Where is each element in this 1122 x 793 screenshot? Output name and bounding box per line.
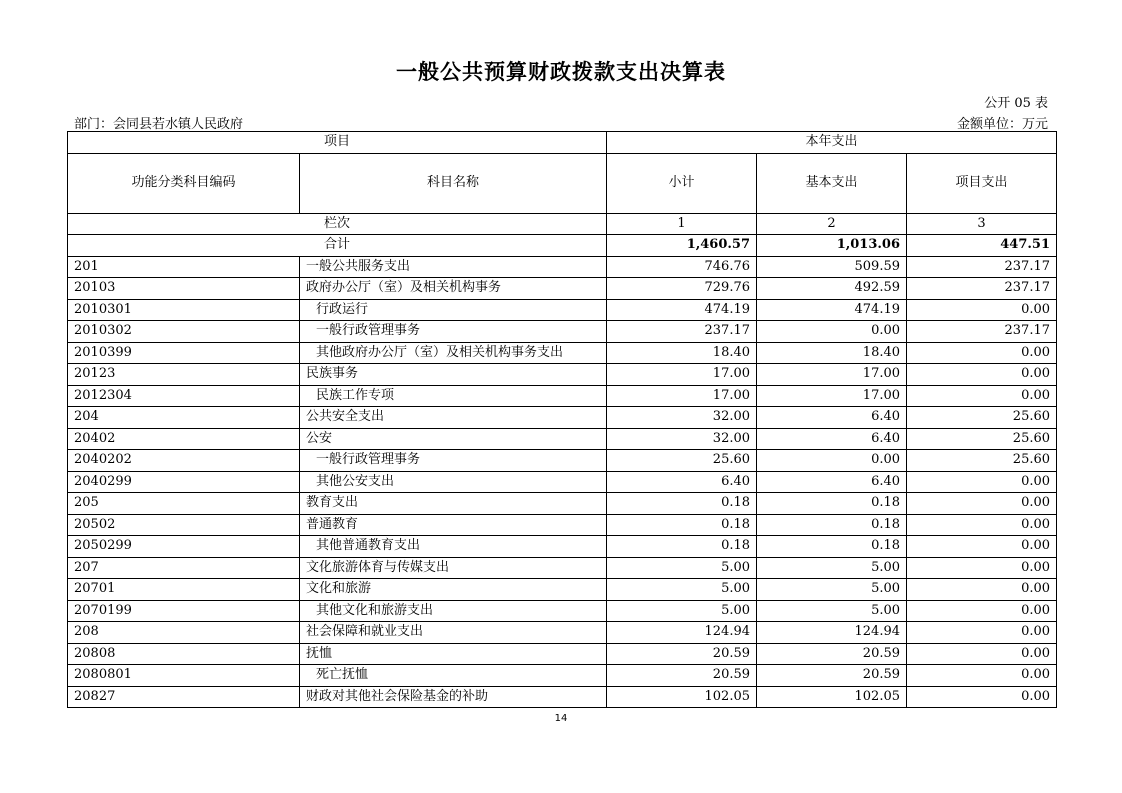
row-name: 财政对其他社会保险基金的补助 — [300, 686, 607, 708]
row-basic: 18.40 — [757, 342, 907, 364]
row-name: 其他政府办公厅（室）及相关机构事务支出 — [300, 342, 607, 364]
row-code: 20123 — [68, 364, 300, 386]
table-row — [68, 557, 1057, 579]
row-basic: 0.18 — [757, 536, 907, 558]
row-name: 教育支出 — [300, 493, 607, 515]
table-row — [68, 536, 1057, 558]
form-number: 公开 05 表 — [984, 96, 1048, 111]
row-name: 社会保障和就业支出 — [300, 622, 607, 644]
row-subtotal: 32.00 — [607, 428, 757, 450]
table-row — [68, 321, 1057, 343]
row-code: 20502 — [68, 514, 300, 536]
row-code: 20701 — [68, 579, 300, 601]
row-project: 0.00 — [907, 514, 1057, 536]
row-code: 2040202 — [68, 450, 300, 472]
row-subtotal: 5.00 — [607, 600, 757, 622]
column-number-label: 栏次 — [68, 213, 607, 235]
row-subtotal: 18.40 — [607, 342, 757, 364]
table-row — [68, 471, 1057, 493]
total-basic: 1,013.06 — [757, 235, 907, 257]
row-name: 死亡抚恤 — [300, 665, 607, 687]
row-code: 2040299 — [68, 471, 300, 493]
row-project: 0.00 — [907, 299, 1057, 321]
table-row — [68, 364, 1057, 386]
row-code: 2050299 — [68, 536, 300, 558]
total-label: 合计 — [68, 235, 607, 257]
row-subtotal: 25.60 — [607, 450, 757, 472]
row-project: 0.00 — [907, 622, 1057, 644]
department-label: 部门：会同县若水镇人民政府 — [74, 117, 244, 132]
row-project: 237.17 — [907, 321, 1057, 343]
row-subtotal: 729.76 — [607, 278, 757, 300]
row-name: 民族工作专项 — [300, 385, 607, 407]
row-project: 0.00 — [907, 579, 1057, 601]
row-subtotal: 5.00 — [607, 557, 757, 579]
row-project: 237.17 — [907, 278, 1057, 300]
row-project: 0.00 — [907, 686, 1057, 708]
row-project: 0.00 — [907, 385, 1057, 407]
row-basic: 5.00 — [757, 600, 907, 622]
table-row — [68, 686, 1057, 708]
row-basic: 0.00 — [757, 321, 907, 343]
table-row — [68, 622, 1057, 644]
row-project: 237.17 — [907, 256, 1057, 278]
table-row — [68, 342, 1057, 364]
column-number-2: 2 — [757, 213, 907, 235]
row-subtotal: 32.00 — [607, 407, 757, 429]
row-code: 2012304 — [68, 385, 300, 407]
table-row — [68, 493, 1057, 515]
row-subtotal: 0.18 — [607, 493, 757, 515]
row-name: 其他文化和旅游支出 — [300, 600, 607, 622]
row-subtotal: 20.59 — [607, 665, 757, 687]
row-code: 20103 — [68, 278, 300, 300]
row-basic: 6.40 — [757, 407, 907, 429]
row-project: 0.00 — [907, 600, 1057, 622]
row-code: 2010399 — [68, 342, 300, 364]
row-subtotal: 746.76 — [607, 256, 757, 278]
row-name: 公安 — [300, 428, 607, 450]
row-subtotal: 5.00 — [607, 579, 757, 601]
row-basic: 5.00 — [757, 557, 907, 579]
row-code: 20827 — [68, 686, 300, 708]
row-basic: 0.00 — [757, 450, 907, 472]
table-row — [68, 256, 1057, 278]
header-subtotal: 小计 — [607, 153, 757, 213]
row-project: 25.60 — [907, 450, 1057, 472]
total-subtotal: 1,460.57 — [607, 235, 757, 257]
table-row — [68, 450, 1057, 472]
row-project: 0.00 — [907, 493, 1057, 515]
header-name: 科目名称 — [300, 153, 607, 213]
row-project: 0.00 — [907, 536, 1057, 558]
table-row — [68, 299, 1057, 321]
expenditure-table — [67, 131, 1057, 708]
row-name: 行政运行 — [300, 299, 607, 321]
row-name: 文化旅游体育与传媒支出 — [300, 557, 607, 579]
page-title: 一般公共预算财政拨款支出决算表 — [396, 60, 726, 84]
row-code: 2070199 — [68, 600, 300, 622]
header-basic: 基本支出 — [757, 153, 907, 213]
row-project: 0.00 — [907, 471, 1057, 493]
header-project-expense: 项目支出 — [907, 153, 1057, 213]
row-code: 205 — [68, 493, 300, 515]
table-row — [68, 643, 1057, 665]
row-code: 20402 — [68, 428, 300, 450]
row-name: 民族事务 — [300, 364, 607, 386]
row-basic: 17.00 — [757, 385, 907, 407]
total-project: 447.51 — [907, 235, 1057, 257]
column-number-row — [68, 213, 1057, 235]
table-row — [68, 428, 1057, 450]
header-project: 项目 — [68, 132, 607, 154]
row-name: 抚恤 — [300, 643, 607, 665]
row-code: 2010301 — [68, 299, 300, 321]
header-row-1 — [68, 132, 1057, 154]
row-basic: 124.94 — [757, 622, 907, 644]
row-basic: 474.19 — [757, 299, 907, 321]
row-name: 公共安全支出 — [300, 407, 607, 429]
row-name: 其他普通教育支出 — [300, 536, 607, 558]
row-subtotal: 20.59 — [607, 643, 757, 665]
amount-unit-label: 金额单位：万元 — [956, 117, 1048, 132]
total-row — [68, 235, 1057, 257]
row-project: 25.60 — [907, 407, 1057, 429]
header-current-year: 本年支出 — [607, 132, 1057, 154]
row-basic: 17.00 — [757, 364, 907, 386]
row-subtotal: 0.18 — [607, 536, 757, 558]
row-subtotal: 124.94 — [607, 622, 757, 644]
row-basic: 0.18 — [757, 514, 907, 536]
row-subtotal: 0.18 — [607, 514, 757, 536]
row-project: 25.60 — [907, 428, 1057, 450]
row-code: 204 — [68, 407, 300, 429]
row-subtotal: 6.40 — [607, 471, 757, 493]
row-subtotal: 102.05 — [607, 686, 757, 708]
row-code: 2010302 — [68, 321, 300, 343]
row-basic: 0.18 — [757, 493, 907, 515]
row-basic: 20.59 — [757, 665, 907, 687]
row-basic: 102.05 — [757, 686, 907, 708]
page-number: 14 — [554, 713, 568, 724]
header-code: 功能分类科目编码 — [68, 153, 300, 213]
table-row — [68, 407, 1057, 429]
row-name: 一般公共服务支出 — [300, 256, 607, 278]
row-name: 文化和旅游 — [300, 579, 607, 601]
row-project: 0.00 — [907, 557, 1057, 579]
column-number-1: 1 — [607, 213, 757, 235]
row-name: 一般行政管理事务 — [300, 450, 607, 472]
row-name: 其他公安支出 — [300, 471, 607, 493]
row-basic: 509.59 — [757, 256, 907, 278]
row-code: 201 — [68, 256, 300, 278]
row-code: 207 — [68, 557, 300, 579]
header-row-2 — [68, 153, 1057, 213]
row-code: 20808 — [68, 643, 300, 665]
row-code: 2080801 — [68, 665, 300, 687]
row-project: 0.00 — [907, 342, 1057, 364]
row-name: 普通教育 — [300, 514, 607, 536]
row-basic: 6.40 — [757, 471, 907, 493]
table-row — [68, 278, 1057, 300]
table-row — [68, 579, 1057, 601]
table-row — [68, 600, 1057, 622]
row-basic: 492.59 — [757, 278, 907, 300]
row-code: 208 — [68, 622, 300, 644]
row-project: 0.00 — [907, 665, 1057, 687]
row-subtotal: 17.00 — [607, 364, 757, 386]
row-name: 一般行政管理事务 — [300, 321, 607, 343]
row-subtotal: 17.00 — [607, 385, 757, 407]
table-row — [68, 514, 1057, 536]
table-row — [68, 665, 1057, 687]
row-basic: 6.40 — [757, 428, 907, 450]
row-project: 0.00 — [907, 643, 1057, 665]
column-number-3: 3 — [907, 213, 1057, 235]
table-row — [68, 385, 1057, 407]
row-basic: 20.59 — [757, 643, 907, 665]
row-subtotal: 237.17 — [607, 321, 757, 343]
row-name: 政府办公厅（室）及相关机构事务 — [300, 278, 607, 300]
row-project: 0.00 — [907, 364, 1057, 386]
row-subtotal: 474.19 — [607, 299, 757, 321]
row-basic: 5.00 — [757, 579, 907, 601]
